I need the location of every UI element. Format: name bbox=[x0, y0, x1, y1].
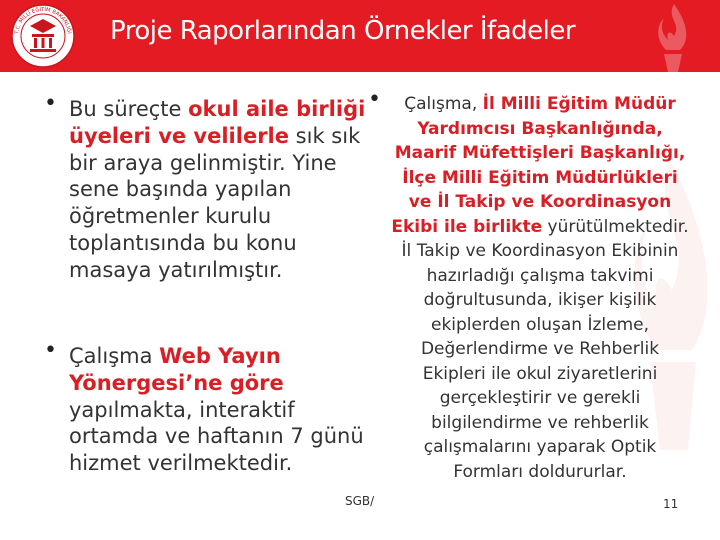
left-bullet-2-highlight: Web Yayın Yönergesi’ne göre bbox=[69, 344, 284, 395]
right-bullet-highlight: İl Milli Eğitim Müdür Yardımcısı Başkanlığında, Maarif Müfettişleri Başkanlığı, İlçe Milli Eğitim Müdürlükleri ve İl Takip ve Koordinasyon Ekibi ile birlikte bbox=[391, 94, 686, 237]
left-bullet-1-highlight: okul aile birliği üyeleri ve velilerle bbox=[69, 97, 366, 148]
torch-flame-icon bbox=[636, 0, 706, 72]
svg-text:T.C. MİLLİ EĞİTİM BAKANLIĞI: T.C. MİLLİ EĞİTİM BAKANLIĞI bbox=[14, 6, 72, 35]
ministry-of-education-seal-icon bbox=[10, 3, 76, 69]
left-bullet-1-text-rest: sık sık bir araya gelinmiştir. Yine sene başında yapılan öğretmenler kurulu toplantısında bu konu masaya yatırılmıştır. bbox=[69, 123, 361, 282]
left-bullet-2 bbox=[69, 343, 379, 477]
left-bullet-2-text: Çalışma bbox=[69, 344, 160, 368]
slide-title: Proje Raporlarından Örnekler İfadeler bbox=[110, 16, 576, 46]
bullet-dot: • bbox=[44, 91, 57, 116]
right-bullet-text: Çalışma, bbox=[404, 94, 483, 114]
bullet-dot: • bbox=[368, 87, 381, 112]
left-bullet-1-text: Bu süreçte bbox=[69, 97, 189, 121]
right-bullet-1 bbox=[390, 92, 690, 484]
bullet-dot: • bbox=[44, 338, 57, 363]
right-bullet-text-rest: yürütülmektedir. İl Takip ve Koordinasyon Ekibinin hazırladığı çalışma takvimi doğrultusunda, ikişer kişilik ekiplerden oluşan İzleme, Değerlendirme ve Rehberlik Ekipleri ile okul ziyaretlerini gerçekleştirir ve gerekli bilgilendirme ve rehberlik çalışmalarını yaparak Optik Formları doldururlar. bbox=[401, 216, 689, 482]
left-bullet-2-text-rest: yapılmakta, interaktif ortamda ve haftanın 7 günü hizmet verilmektedir. bbox=[69, 397, 364, 476]
left-bullet-1 bbox=[69, 96, 379, 284]
page-number: 11 bbox=[663, 497, 679, 511]
slide-header bbox=[0, 0, 720, 72]
footer-source: SGB/ bbox=[345, 494, 375, 508]
